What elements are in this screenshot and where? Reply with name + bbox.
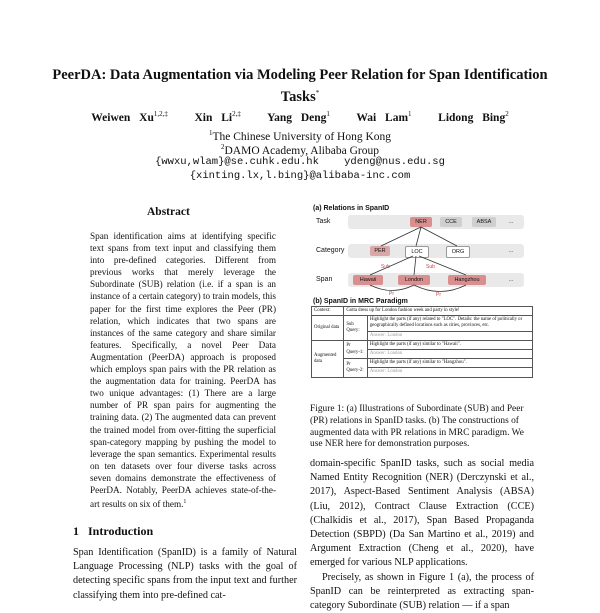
category-per: PER [370,246,390,256]
abstract-body: Span identification aims at identifying specific text spans from text input and classifying them into pre-defined categories. Different from previous works that merely leverage the Subordinate (SUB) relation (i.e. if a span is an instance of a certain category) to train models, this paper for the first time explores the Peer (PR) relation, which indicates that two spans are instances of the same category and share similar features. Specifically, a novel Peer Data Augmentation (PeerDA) approach is proposed which employs span pairs with the PR relation as the augmentation data for training. PeerDA has two unique advantages: (1) There are a large number of PR span pairs for augmenting the training data. (2) The augmented data can prevent the trained model from over-fitting the superficial span-category mapping by pushing the model to leverage the span semantics. Experimental results on ten datasets over four diverse tasks across seven domains demonstrate the effectiveness of PeerDA. Notably, PeerDA achieves state-of-the-art results on six of them.$^1$ [90,231,276,510]
category-org: ORG [446,246,470,258]
edge-ner-loc [416,227,421,246]
context-text: Gotta dress up for London fashion week and party in style! [344,307,533,316]
figure-caption: Figure 1: (a) Illustrations of Subordinate (SUB) and Peer (PR) relations in SpanID tasks. (b) The constructions of augmented data with PR relations in MRC paradigm. We use NER here for demonstration purposes. [310,404,524,450]
author: Lidong Bing$^2$ [438,110,509,124]
query-text: Highlight the parts (if any) related to "LOC". Details: the name of politically or geographically defined locations such as cities, provinces, etc. [367,316,532,331]
author: Wai Lam$^1$ [356,110,412,124]
author: Xin $Li^{2,\ddagger}$ [194,110,241,124]
answer-cell: Answer: London [367,331,532,340]
author: Weiwen $Xu^{1,2,\ddagger}$ [91,110,168,124]
edge-pr-hawaii-london [370,285,414,291]
edge-loc-london [414,256,416,275]
introduction-paragraph: Span Identification (SpanID) is a family of Natural Language Processing (NLP) tasks with the goal of detecting specific spans from the input text and further classifying them into pre-defined cat- [73,547,297,601]
row-label-span: Span [316,276,333,283]
original-data-label: Original data [312,316,344,341]
context-label: Context: [312,307,344,316]
augmented-data-label: Augmented data [312,340,344,377]
author: Yang Deng$^1$ [267,110,330,124]
author-emails-1: {wwxu,wlam}@se.cuhk.edu.hk ydeng@nus.edu.sg [155,156,445,168]
right-column-text [310,457,534,613]
task-more: ... [508,219,514,225]
span-hangzhou: Hangzhou [448,275,486,285]
edge-pr-london-hangzhou [414,285,466,292]
answer-cell: Answer: London [367,350,532,359]
query-label: Pr Query-2: [344,359,368,377]
row-label-category: Category [316,247,345,254]
mrc-table [311,306,533,378]
sub-label-2: Sub [426,264,435,270]
pr-label-2: Pr [436,292,441,298]
task-cce: CCE [440,217,462,227]
table-row [312,340,533,349]
abstract-footnote-mark: 1 [183,499,187,506]
query-label: Pr Query-1: [344,340,368,358]
right-paragraph-2: Precisely, as shown in Figure 1 (a), the process of SpanID can be reinterpreted as extracting span-category Subordinate (SUB) relation — if a span [310,571,534,612]
pr-label-1: Pr [389,291,394,297]
query-text: Highlight the parts (if any) similar to "Hangzhou". [367,359,532,368]
title-footnote-mark: * [315,89,320,97]
sub-label-1: Sub [381,264,390,270]
answer-cell: Answer: London [367,368,532,377]
category-more: ... [508,248,514,254]
edge-ner-per [381,227,421,246]
edge-loc-hawaii [370,256,413,275]
task-ner: NER [410,217,432,227]
query-text: Highlight the parts (if any) similar to "Hawaii". [367,340,532,349]
affiliation-1: $^1$The Chinese University of Hong Kong [208,129,392,143]
query-label: Sub Query: [344,316,368,341]
category-loc: LOC [405,246,429,258]
paper-title: PeerDA: Data Augmentation via Modeling Peer Relation for Span Identification Tasks* [52,67,548,105]
figure-panel-b-title: (b) SpanID in MRC Paradigm [313,298,408,305]
table-row [312,307,533,316]
figure-panel-a-title: (a) Relations in SpanID [313,205,390,212]
table-row [312,359,533,368]
task-absa: ABSA [472,217,496,227]
abstract-heading: Abstract [147,206,190,218]
affiliation-2: $^2$DAMO Academy, Alibaba Group [221,143,379,157]
table-row [312,316,533,331]
span-more: ... [508,277,514,283]
span-hawaii: Hawaii [353,275,383,285]
right-paragraph-1: domain-specific SpanID tasks, such as social media Named Entity Recognition (NER) (Derczynski et al., 2017), Aspect-Based Sentiment Analysis (ABSA) (Liu, 2012), Contract Clause Extraction (CCE) (Chalkidis et al., 2017), Span Based Propaganda Detection (SBPD) (Da San Martino et al., 2019) and Argument Extraction (Cheng et al., 2020), have emerged for various NLP applications. [310,458,534,569]
span-london: London [398,275,430,285]
edge-ner-org [421,227,457,246]
section-heading-introduction: 1 Introduction [73,524,154,538]
row-label-task: Task [316,218,331,225]
author-emails-2: {xinting.lx,l.bing}@alibaba-inc.com [189,170,411,182]
